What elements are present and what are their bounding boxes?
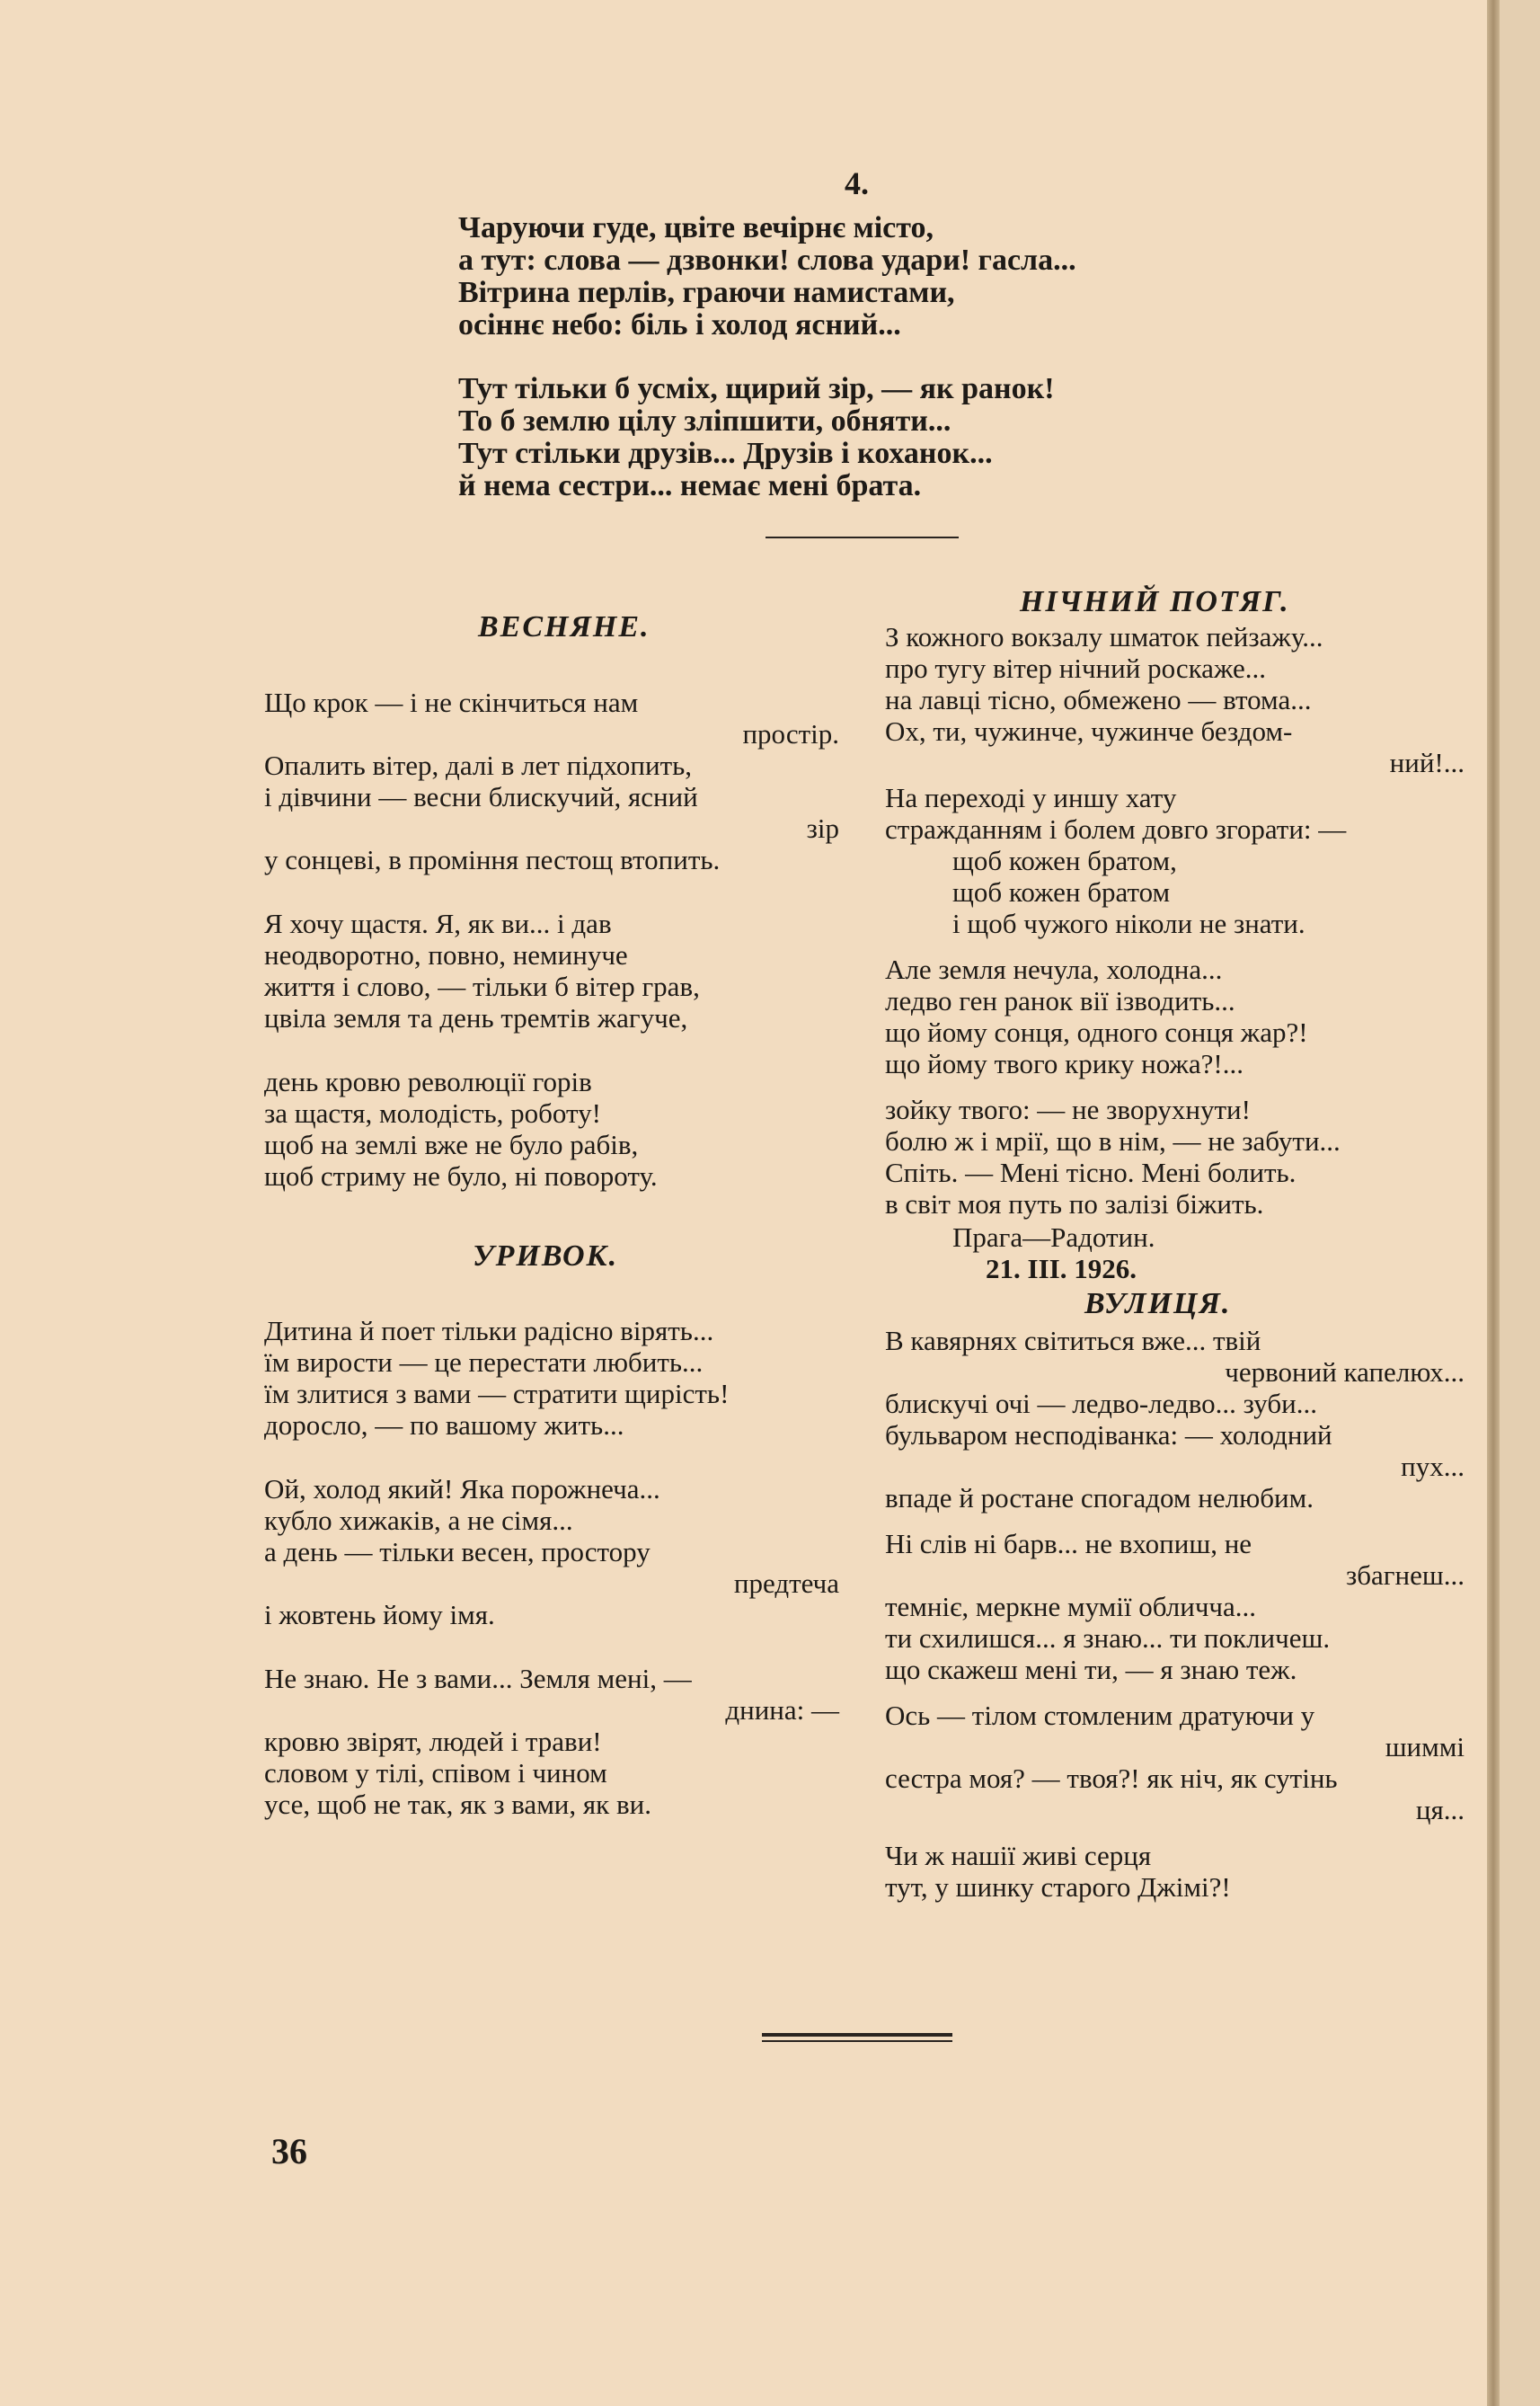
poem-line: життя і слово, — тільки б вітер грав,: [264, 971, 700, 1002]
poem-line: і дівчини — весни блискучий, ясний: [264, 781, 698, 812]
section-divider: [766, 537, 959, 538]
poem-line: Дитина й поет тільки радісно вірять...: [264, 1315, 714, 1346]
poem-line: В кавярнях світиться вже... твій: [885, 1325, 1261, 1356]
poem-line: Ні слів ні барв... не вхопиш, не: [885, 1528, 1252, 1559]
poem-line-continuation: шиммі: [1385, 1731, 1465, 1762]
poem-line: впаде й ростане спогадом нелюбим.: [885, 1482, 1314, 1514]
poem-line: щоб кожен братом: [952, 876, 1171, 908]
poem-line-continuation: днина: —: [725, 1694, 839, 1726]
poem-line: в світ моя путь по залізі біжить.: [885, 1188, 1264, 1220]
poem-line: що йому сонця, одного сонця жар?!: [885, 1017, 1308, 1048]
poem-line: і щоб чужого ніколи не знати.: [952, 908, 1305, 939]
poem-line-continuation: предтеча: [733, 1567, 839, 1599]
poem-line: Не знаю. Не з вами... Земля мені, —: [264, 1663, 692, 1694]
poem-line: у сонцеві, в проміння пестощ втопить.: [264, 844, 721, 875]
book-spine: [1487, 0, 1500, 2406]
poem-line: щоб на землі вже не було рабів,: [264, 1129, 639, 1160]
adjacent-page-edge: [1500, 0, 1540, 2406]
poem-line: доросло, — по вашому жить...: [264, 1409, 624, 1441]
poem-title-nichnyi-potyag: НІЧНИЙ ПОТЯГ.: [1020, 585, 1290, 618]
poem-line: З кожного вокзалу шматок пейзажу...: [885, 621, 1323, 653]
poem-line: То б землю цілу зліпшити, обняти...: [458, 404, 951, 438]
poem-line: Чи ж нашії живі серця: [885, 1840, 1152, 1871]
poem-line: а тут: слова — дзвонки! слова удари! гасла...: [458, 244, 1076, 277]
poem-line-continuation: ця...: [1415, 1794, 1465, 1825]
right-column: [885, 586, 1465, 1903]
poem-line: Тут тільки б усміх, щирий зір, — як ранок!: [458, 372, 1055, 405]
poem-line: а день — тільки весен, простору: [264, 1536, 651, 1567]
poem-line: Ой, холод який! Яка порожнеча...: [264, 1473, 660, 1505]
poem-line: Чаруючи гуде, цвіте вечірнє місто,: [458, 211, 934, 244]
poem-line-continuation: зір: [806, 812, 839, 844]
poem-date: 21. III. 1926.: [986, 1253, 1137, 1284]
poem-line: що скажеш мені ти, — я знаю теж.: [885, 1654, 1297, 1685]
poem-line: день кровю революції горів: [264, 1066, 592, 1097]
poem-line: блискучі очі — ледво-ледво... зуби...: [885, 1388, 1317, 1419]
poem-line-continuation: простір.: [742, 718, 839, 750]
poem-line: Ось — тілом стомленим дратуючи у: [885, 1700, 1315, 1731]
poem-line: стражданням і болем довго згорати: —: [885, 813, 1347, 845]
left-column: [264, 611, 839, 1820]
poem-line: й нема сестри... немає мені брата.: [458, 469, 922, 502]
poem-title-uryvok: УРИВОК.: [473, 1239, 619, 1273]
poem-line: бульваром несподіванка: — холодний: [885, 1419, 1332, 1451]
poem-line: словом у тілі, співом і чином: [264, 1757, 607, 1789]
poem-line: осіннє небо: біль і холод ясний...: [458, 308, 901, 342]
stanza-number: 4.: [845, 165, 869, 201]
poem-line: зойку твого: — не зворухнути!: [885, 1094, 1251, 1125]
poem-line: щоб стриму не було, ні повороту.: [264, 1160, 658, 1192]
poem-line: усе, щоб не так, як з вами, як ви.: [264, 1789, 651, 1820]
poem-line-continuation: ний!...: [1389, 747, 1465, 778]
poem-line: темніє, меркне мумії обличча...: [885, 1591, 1257, 1622]
poem-line: неодворотно, повно, неминуче: [264, 939, 628, 971]
poem-line: Я хочу щастя. Я, як ви... і дав: [264, 908, 612, 939]
poem-line: їм злитися з вами — стратити щирість!: [264, 1378, 730, 1409]
poem-line: цвіла земля та день тремтів жагуче,: [264, 1002, 688, 1034]
poem-line: Але земля нечула, холодна...: [885, 954, 1223, 985]
poem-line: на лавці тісно, обмежено — втома...: [885, 684, 1312, 715]
poem-line: Опалить вітер, далі в лет підхопить,: [264, 750, 693, 781]
poem-line: болю ж і мрії, що в нім, — не забути...: [885, 1125, 1341, 1157]
poem-line: Тут стільки друзів... Друзів і коханок...: [458, 437, 993, 470]
poem-line: кубло хижаків, а не сімя...: [264, 1505, 573, 1536]
closing-divider: [762, 2033, 952, 2046]
poem-line: На переході у иншу хату: [885, 782, 1177, 813]
poem-line: Вітрина перлів, граючи намистами,: [458, 276, 955, 309]
poem-line: ти схилишся... я знаю... ти покличеш.: [885, 1622, 1331, 1654]
poem-line: щоб кожен братом,: [952, 845, 1177, 876]
poem-line-continuation: збагнеш...: [1346, 1559, 1465, 1591]
poem-line: про тугу вітер нічний роскаже...: [885, 653, 1266, 684]
top-poem: [458, 212, 1222, 502]
poem-line: кровю звірят, людей і трави!: [264, 1726, 602, 1757]
poem-place: Прага—Радотин.: [952, 1221, 1155, 1253]
poem-line: і жовтень йому імя.: [264, 1599, 495, 1630]
poem-line-continuation: пух...: [1401, 1451, 1465, 1482]
poem-line: Спіть. — Мені тісно. Мені болить.: [885, 1157, 1297, 1188]
page-number: 36: [271, 2131, 307, 2171]
poem-title-vulytsya: ВУЛИЦЯ.: [1084, 1287, 1232, 1320]
poem-line: ледво ген ранок вії ізводить...: [885, 985, 1235, 1017]
poem-line-continuation: червоний капелюх...: [1225, 1356, 1465, 1388]
poem-line: сестра моя? — твоя?! як ніч, як сутінь: [885, 1762, 1338, 1794]
poem-line: Що крок — і не скінчиться нам: [264, 687, 639, 718]
poem-title-vesnyane: ВЕСНЯНЕ.: [478, 610, 651, 644]
poem-line: за щастя, молодість, роботу!: [264, 1097, 601, 1129]
poem-line: їм вирости — це перестати любить...: [264, 1346, 704, 1378]
poem-line: що йому твого крику ножа?!...: [885, 1048, 1244, 1079]
poem-line: тут, у шинку старого Джімі?!: [885, 1871, 1231, 1903]
poem-line: Ох, ти, чужинче, чужинче бездом-: [885, 715, 1293, 747]
